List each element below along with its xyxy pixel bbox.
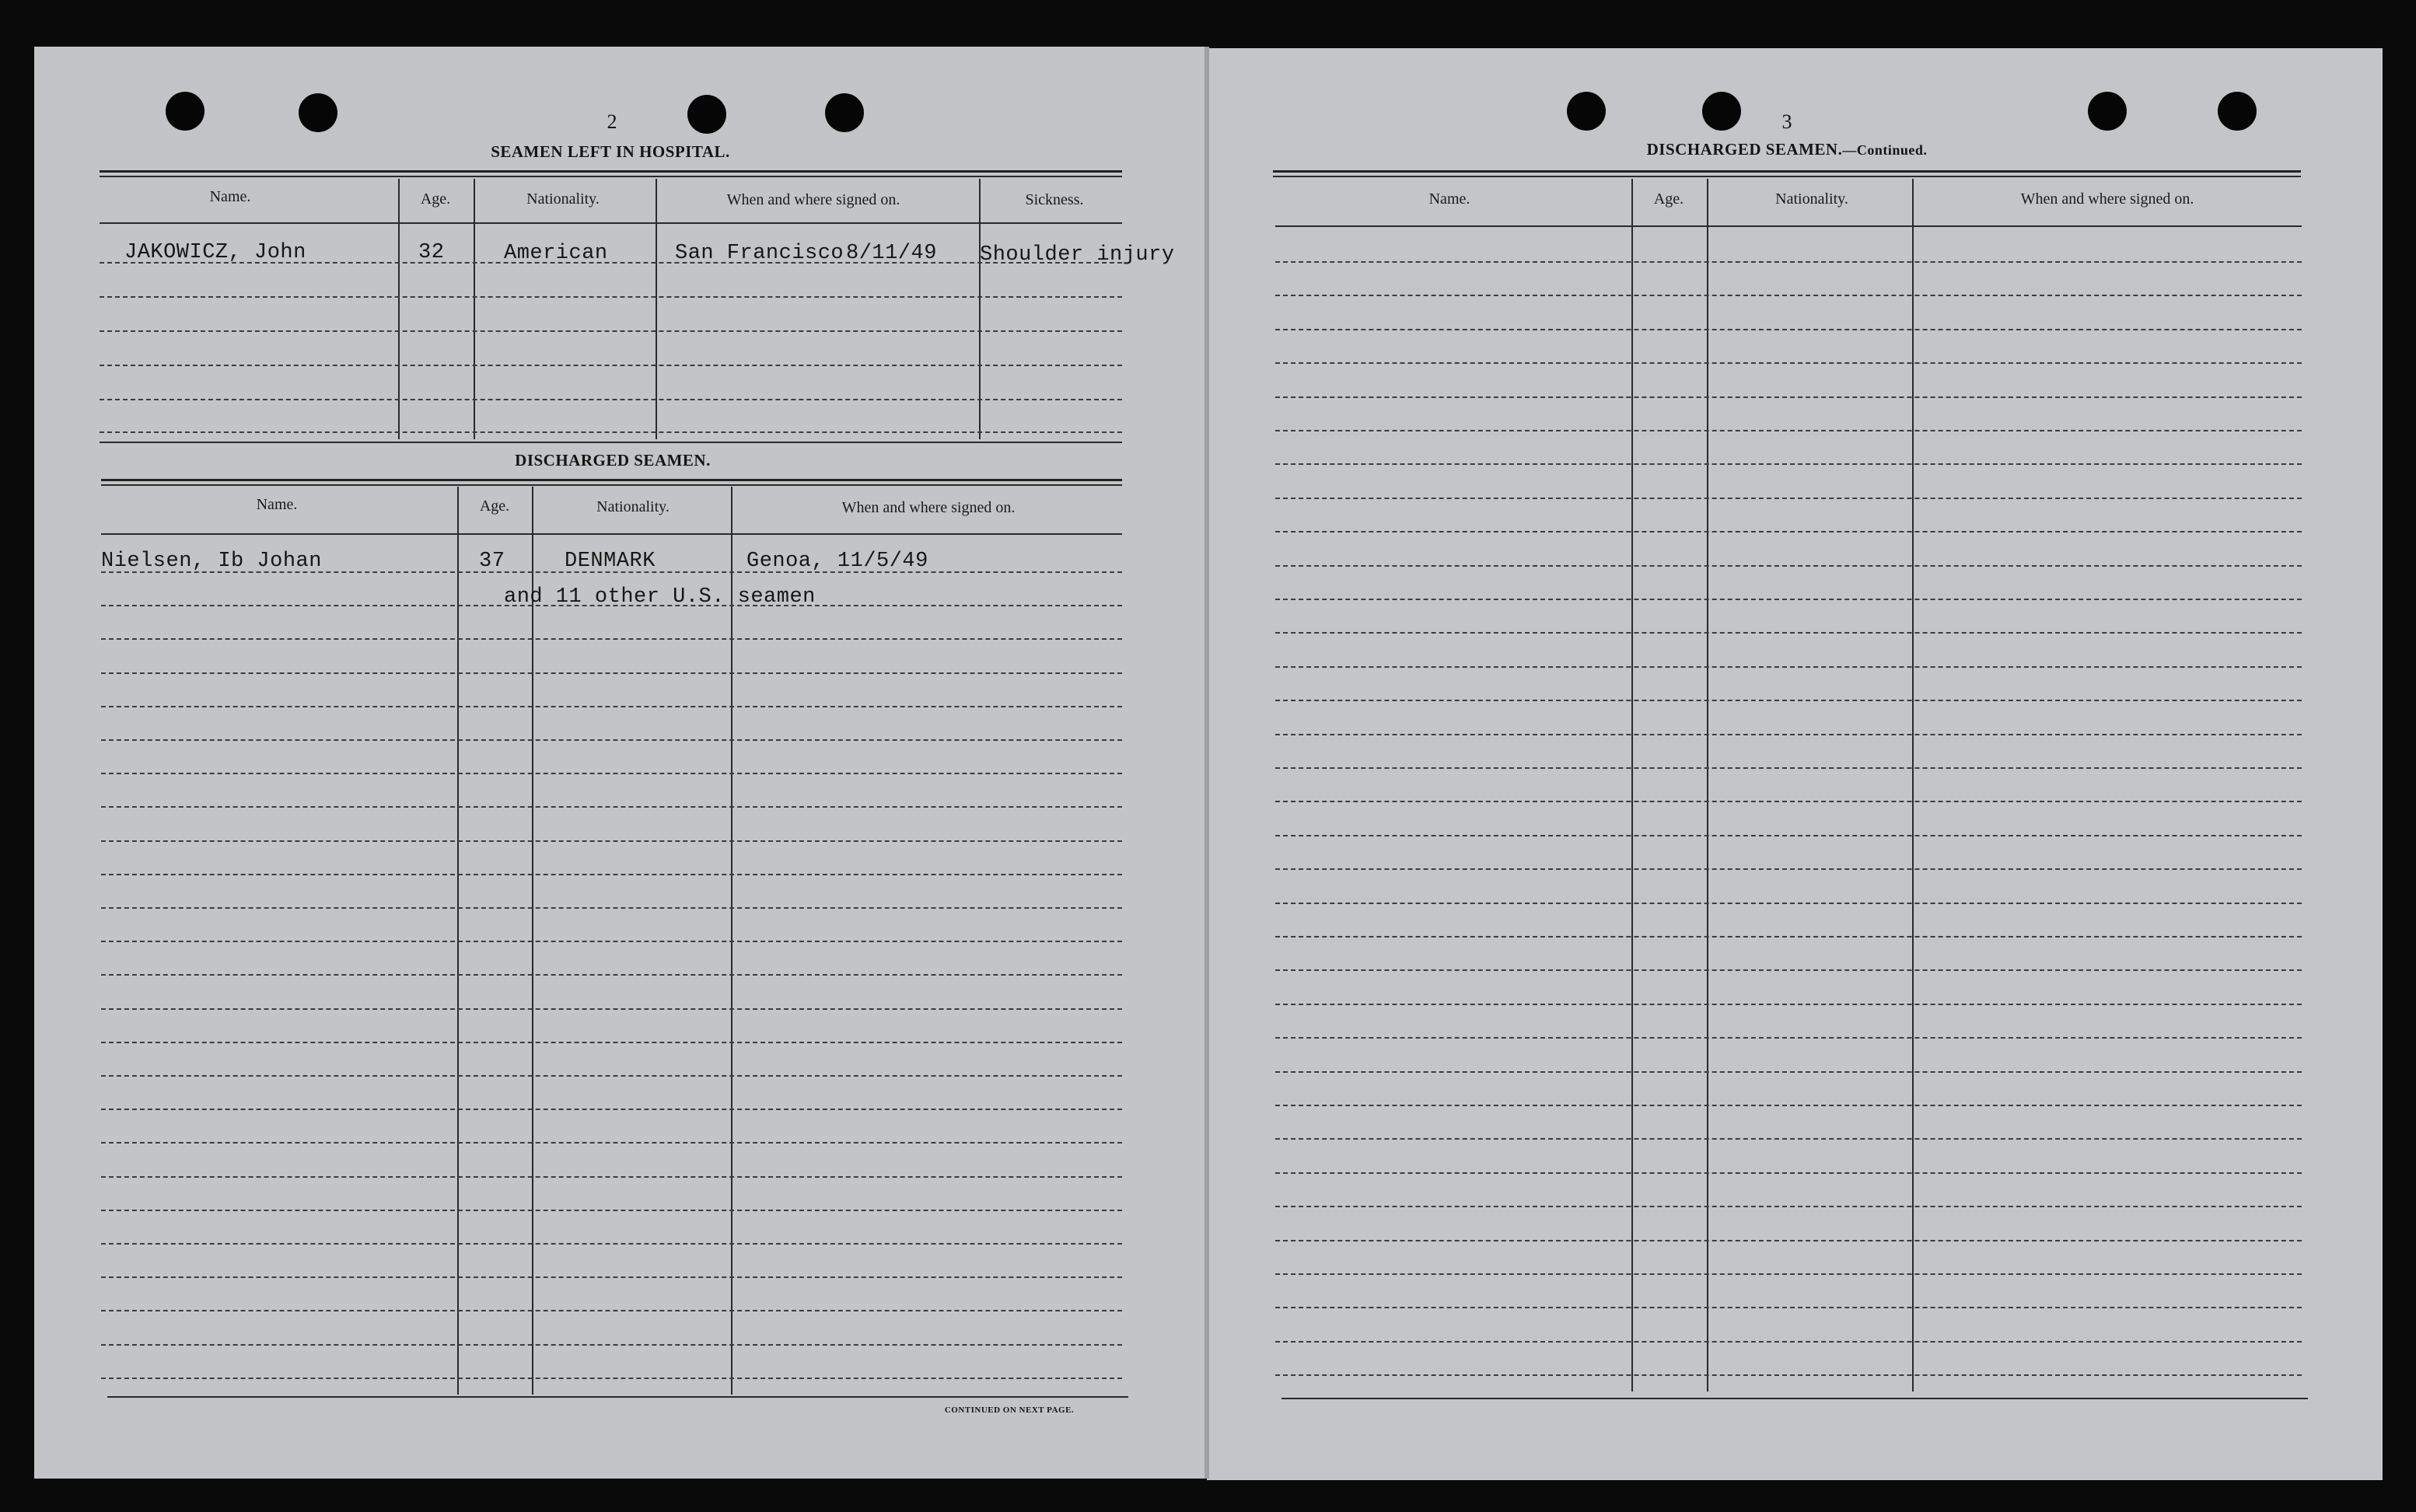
- discharged-col-signed-on: When and where signed on.: [841, 499, 1016, 516]
- continued-col-signed-on: When and where signed on.: [2020, 190, 2194, 208]
- ruled-line: [1275, 767, 2302, 769]
- page-number-left: 2: [607, 110, 617, 133]
- ruled-line: [1275, 329, 2302, 330]
- ruled-line: [1275, 1138, 2302, 1140]
- ruled-line: [1275, 565, 2302, 567]
- binder-hole: [1567, 92, 1606, 131]
- hospital-col-signed-on: When and where signed on.: [726, 191, 900, 208]
- binder-hole: [166, 92, 205, 131]
- hospital-row-place: San Francisco: [675, 242, 844, 265]
- ruled-line: [1275, 531, 2302, 533]
- ruled-line: [101, 840, 1122, 842]
- ruled-line: [101, 1210, 1122, 1211]
- ruled-line: [101, 1109, 1122, 1110]
- ruled-line: [1275, 734, 2302, 735]
- ruled-line: [101, 1075, 1122, 1077]
- ruled-line: [1275, 295, 2302, 296]
- ruled-line: [1275, 936, 2302, 938]
- hospital-col-sickness: Sickness.: [1025, 191, 1084, 208]
- ruled-line: [1275, 599, 2302, 600]
- ruled-line: [101, 1310, 1122, 1311]
- ruled-line: [1275, 868, 2302, 870]
- ruled-line: [1275, 835, 2302, 836]
- binder-hole: [2218, 92, 2257, 131]
- hospital-col-name: Name.: [209, 188, 251, 205]
- ruled-line: [1275, 261, 2302, 263]
- continued-col-age: Age.: [1653, 190, 1684, 208]
- discharged-row-nationality: DENMARK: [565, 550, 656, 573]
- hospital-section-title: SEAMEN LEFT IN HOSPITAL.: [491, 142, 730, 161]
- ruled-line: [101, 739, 1122, 741]
- ruled-line: [101, 1378, 1122, 1379]
- discharged-continued-title-main: DISCHARGED SEAMEN.: [1646, 140, 1843, 159]
- discharged-col-age: Age.: [479, 498, 510, 515]
- ruled-line: [1275, 396, 2302, 398]
- binder-hole: [687, 95, 726, 134]
- discharged-row-name: Nielsen, Ib Johan: [101, 550, 322, 573]
- ruled-line: [101, 1176, 1122, 1178]
- ruled-line: [101, 706, 1122, 707]
- binder-hole: [299, 93, 337, 132]
- ruled-line: [101, 941, 1122, 942]
- continued-col-name: Name.: [1428, 190, 1470, 208]
- discharged-continued-title-suffix: —Continued.: [1842, 142, 1928, 158]
- discharged-col-nationality: Nationality.: [596, 498, 670, 515]
- discharged-row-age: 37: [479, 550, 505, 573]
- ruled-line: [1275, 463, 2302, 465]
- ruled-line: [101, 638, 1122, 640]
- ruled-line: [1275, 498, 2302, 499]
- ruled-line: [101, 974, 1122, 976]
- hospital-row-name: JAKOWICZ, John: [124, 241, 306, 264]
- ruled-line: [101, 773, 1122, 774]
- continued-footer: CONTINUED ON NEXT PAGE.: [944, 1405, 1075, 1415]
- ruled-line: [101, 907, 1122, 909]
- ruled-line: [1275, 666, 2302, 668]
- ruled-line: [101, 874, 1122, 875]
- binder-hole: [2088, 92, 2127, 131]
- ruled-line: [101, 1276, 1122, 1278]
- ruled-line: [1275, 1105, 2302, 1106]
- hospital-row-age: 32: [418, 241, 445, 264]
- ruled-line: [1275, 903, 2302, 904]
- ruled-line: [101, 806, 1122, 808]
- ruled-line: [1275, 1037, 2302, 1039]
- ruled-line: [101, 1142, 1122, 1144]
- continued-col-nationality: Nationality.: [1775, 190, 1848, 208]
- discharged-row-signed-on: Genoa, 11/5/49: [746, 550, 928, 573]
- ruled-line: [1275, 1240, 2302, 1241]
- ruled-line: [1275, 430, 2302, 431]
- ruled-line: [1275, 632, 2302, 634]
- ruled-line: [101, 1243, 1122, 1245]
- ruled-line: [1275, 1273, 2302, 1275]
- ruled-line: [1275, 801, 2302, 802]
- hospital-col-age: Age.: [420, 190, 451, 208]
- discharged-section-title: DISCHARGED SEAMEN.: [515, 451, 711, 470]
- page-number-right: 3: [1781, 110, 1792, 133]
- hospital-col-nationality: Nationality.: [526, 190, 600, 208]
- hospital-row-date: 8/11/49: [846, 242, 937, 265]
- ruled-line: [1275, 1374, 2302, 1376]
- ruled-line: [1275, 700, 2302, 701]
- ruled-line: [101, 1344, 1122, 1346]
- ruled-line: [101, 1042, 1122, 1043]
- ruled-line: [1275, 1071, 2302, 1073]
- ruled-line: [101, 672, 1122, 674]
- ruled-line: [1275, 362, 2302, 364]
- ruled-line: [1275, 1004, 2302, 1005]
- ruled-line: [1275, 1172, 2302, 1174]
- discharged-note: and 11 other U.S. seamen: [504, 585, 816, 609]
- ruled-line: [1275, 969, 2302, 971]
- page-fold: [1205, 47, 1209, 1479]
- ruled-line: [1275, 1341, 2302, 1343]
- discharged-col-name: Name.: [256, 496, 298, 513]
- discharged-continued-title: [1647, 140, 1928, 159]
- binder-hole: [1702, 92, 1741, 131]
- right-page: [1207, 48, 2383, 1480]
- ruled-line: [1275, 1206, 2302, 1207]
- binder-hole: [825, 93, 864, 132]
- hospital-row-sickness: Shoulder injury: [980, 243, 1175, 267]
- ruled-line: [101, 1008, 1122, 1010]
- ruled-line: [1275, 1307, 2302, 1308]
- hospital-row-nationality: American: [504, 242, 608, 265]
